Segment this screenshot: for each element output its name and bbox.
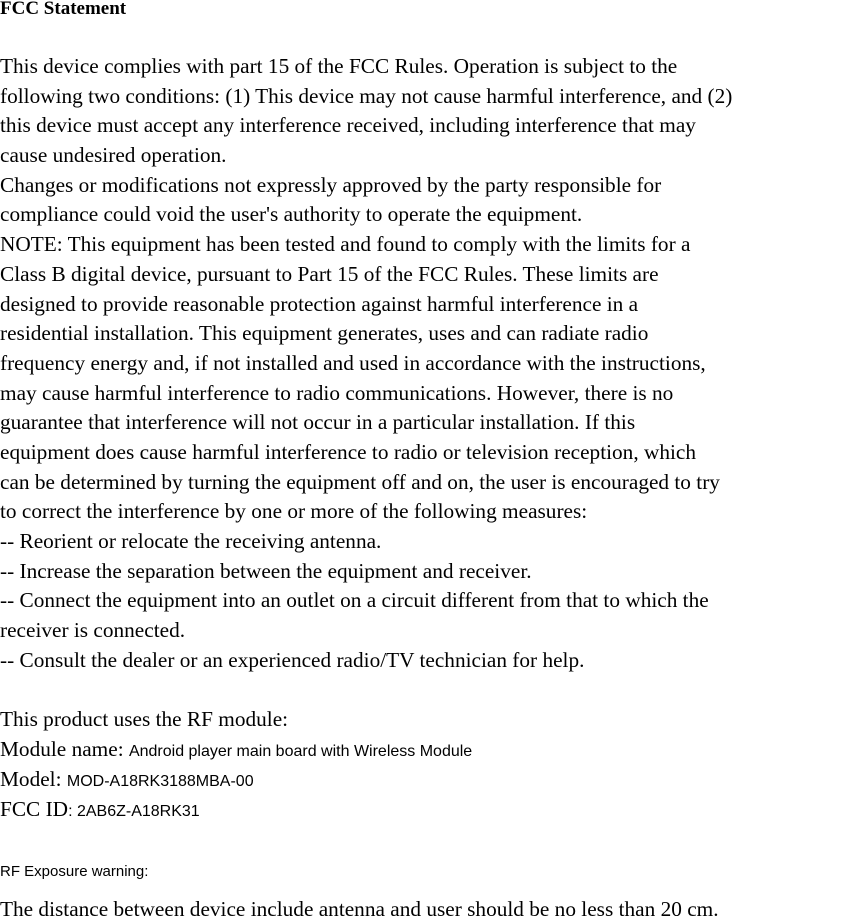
- model-value: MOD-A18RK3188MBA-00: [66, 773, 254, 790]
- model-label: Model:: [0, 767, 67, 791]
- statement-line: This device complies with part 15 of the FCC Rules. Operation is subject to the: [0, 54, 678, 78]
- statement-line: Changes or modifications not expressly approved by the party responsible for: [0, 172, 662, 197]
- measure-outlet-continued: receiver is connected.: [0, 618, 186, 643]
- statement-line: designed to provide reasonable protection against harmful interference in a: [0, 291, 639, 316]
- measure-consult: -- Consult the dealer or an experienced radio/TV technician for help.: [0, 647, 585, 672]
- statement-line: to correct the interference by one or more of the following measures:: [0, 499, 588, 524]
- statement-line: residential installation. This equipment generates, uses and can radiate radio: [0, 321, 649, 346]
- statement-line: Class B digital device, pursuant to Part 15 of the FCC Rules. These limits are: [0, 261, 659, 286]
- measure-outlet: -- Connect the equipment into an outlet on a circuit different from that to which the: [0, 588, 709, 613]
- measure-separation: -- Increase the separation between the equipment and receiver.: [0, 558, 532, 583]
- module-name-row: [0, 734, 846, 764]
- fcc-statement-body: [0, 52, 846, 675]
- statement-line: frequency energy and, if not installed and used in accordance with the instructions,: [0, 350, 706, 375]
- fcc-id-label: FCC ID: [0, 797, 69, 821]
- module-name-label: Module name:: [0, 737, 129, 761]
- measure-reorient: -- Reorient or relocate the receiving antenna.: [0, 529, 382, 553]
- statement-line: following two conditions: (1) This device may not cause harmful interference, and (2): [0, 83, 733, 108]
- statement-line: guarantee that interference will not occur in a particular installation. If this: [0, 410, 636, 435]
- statement-line: equipment does cause harmful interference to radio or television reception, which: [0, 439, 697, 464]
- rf-exposure-warning: RF Exposure warning:: [0, 863, 149, 880]
- statement-line: can be determined by turning the equipment off and on, the user is encouraged to try: [0, 469, 720, 494]
- document-title: FCC Statement: [0, 0, 127, 19]
- distance-statement: The distance between device include antenna and user should be no less than 20 cm.: [0, 897, 719, 921]
- fcc-id-row: [0, 794, 846, 824]
- statement-line: may cause harmful interference to radio communications. However, there is no: [0, 380, 674, 405]
- module-name-value: Android player main board with Wireless Module: [128, 743, 473, 760]
- rf-module-info: [0, 704, 846, 824]
- fcc-id-value: : 2AB6Z-A18RK31: [68, 803, 200, 820]
- statement-line: compliance could void the user's authority to operate the equipment.: [0, 202, 583, 227]
- statement-line: NOTE: This equipment has been tested and found to comply with the limits for a: [0, 232, 691, 257]
- statement-line: this device must accept any interference received, including interference that may: [0, 113, 696, 138]
- statement-line: cause undesired operation.: [0, 143, 227, 168]
- module-intro: This product uses the RF module:: [0, 707, 289, 731]
- model-row: [0, 764, 846, 794]
